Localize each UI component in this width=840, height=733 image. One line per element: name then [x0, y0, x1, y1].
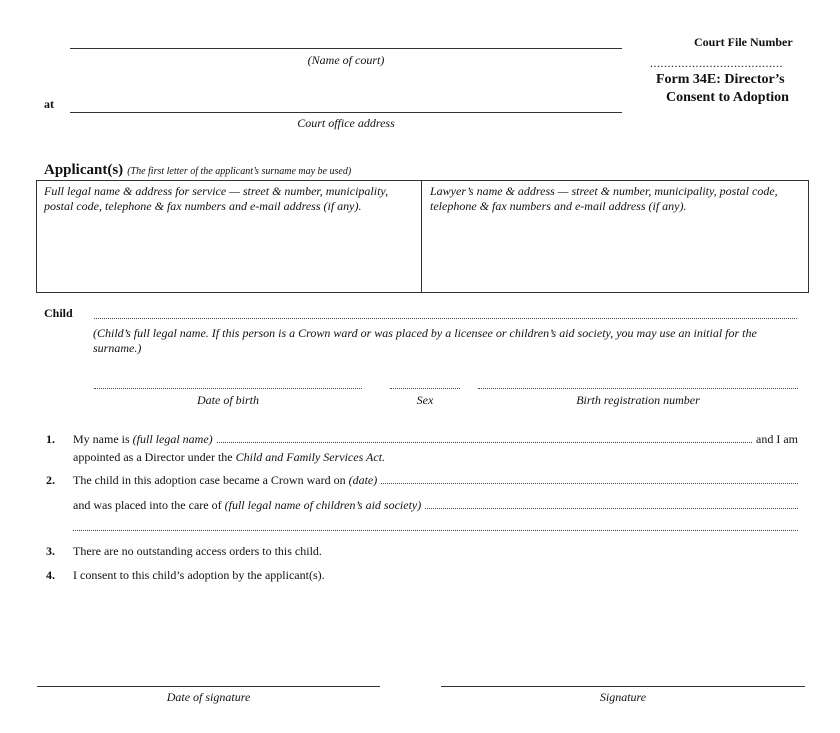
- item-2-prefix: The child in this adoption case became a Crown ward on: [73, 473, 346, 487]
- crown-ward-date-field[interactable]: [381, 473, 798, 484]
- court-name-label: (Name of court): [307, 53, 385, 67]
- item-2-line2-prefix: and was placed into the care of: [73, 498, 222, 512]
- item-3-text: There are no outstanding access orders to this child.: [73, 544, 322, 558]
- item-1-act-name: Child and Family Services Act.: [235, 450, 386, 464]
- birth-registration-field[interactable]: [478, 388, 798, 389]
- date-of-birth-label: Date of birth: [197, 393, 259, 407]
- item-1-suffix: and I am: [756, 432, 798, 446]
- at-label: at: [44, 97, 54, 111]
- birth-registration-label: Birth registration number: [576, 393, 700, 407]
- sex-label: Sex: [416, 393, 434, 407]
- childrens-aid-society-field[interactable]: [425, 498, 798, 509]
- court-name-line[interactable]: [70, 48, 622, 49]
- signature-line[interactable]: [441, 686, 805, 687]
- item-2-line2-italic: (full legal name of children’s aid society): [224, 498, 422, 512]
- item-3-number: 3.: [46, 544, 55, 558]
- form-title-line2: Consent to Adoption: [666, 90, 789, 105]
- lawyer-info-box[interactable]: [421, 180, 809, 293]
- date-of-signature-label: Date of signature: [166, 690, 251, 704]
- date-of-birth-field[interactable]: [94, 388, 362, 389]
- item-4-number: 4.: [46, 568, 55, 582]
- applicants-title: Applicant(s): [44, 162, 124, 178]
- lawyer-info-instructions: Lawyer’s name & address — street & number, municipality, postal code, telephone & fax numbers and e-mail address (if any).: [430, 184, 778, 213]
- court-address-label: Court office address: [297, 116, 395, 130]
- item-4-text: I consent to this child’s adoption by the applicant(s).: [73, 568, 325, 582]
- child-name-note: (Child’s full legal name. If this person is a Crown ward or was placed by a licensee or children’s aid society, you may use an initial for the surname.): [93, 326, 757, 355]
- court-address-line[interactable]: [70, 112, 622, 113]
- child-label: Child: [44, 306, 73, 320]
- item-2-number: 2.: [46, 473, 55, 487]
- item-1-line1: [73, 432, 798, 447]
- childrens-aid-society-field-line2[interactable]: [73, 530, 798, 531]
- item-2-line2: [73, 498, 798, 513]
- full-legal-name-field[interactable]: [217, 432, 752, 443]
- applicant-info-box[interactable]: [36, 180, 422, 293]
- item-1-italic: (full legal name): [132, 432, 213, 446]
- item-1-line2: [73, 450, 385, 465]
- applicant-info-instructions: Full legal name & address for service — street & number, municipality, postal code, telephone & fax numbers and e-mail address (if any).: [44, 184, 389, 213]
- date-of-signature-line[interactable]: [37, 686, 380, 687]
- item-1-number: 1.: [46, 432, 55, 446]
- item-2-line1: [73, 473, 798, 488]
- sex-field[interactable]: [390, 388, 460, 389]
- item-1-line2-prefix: appointed as a Director under the: [73, 450, 233, 464]
- child-name-field[interactable]: [94, 318, 797, 319]
- item-2-italic: (date): [348, 473, 378, 487]
- item-1-prefix: My name is: [73, 432, 130, 446]
- applicants-heading: [44, 161, 351, 179]
- signature-label: Signature: [599, 690, 647, 704]
- file-number-field[interactable]: ......................................: [650, 56, 783, 70]
- form-title-line1: Form 34E: Director’s: [656, 72, 785, 87]
- file-number-label: Court File Number: [694, 35, 793, 49]
- applicants-note: (The first letter of the applicant’s surname may be used): [127, 166, 352, 177]
